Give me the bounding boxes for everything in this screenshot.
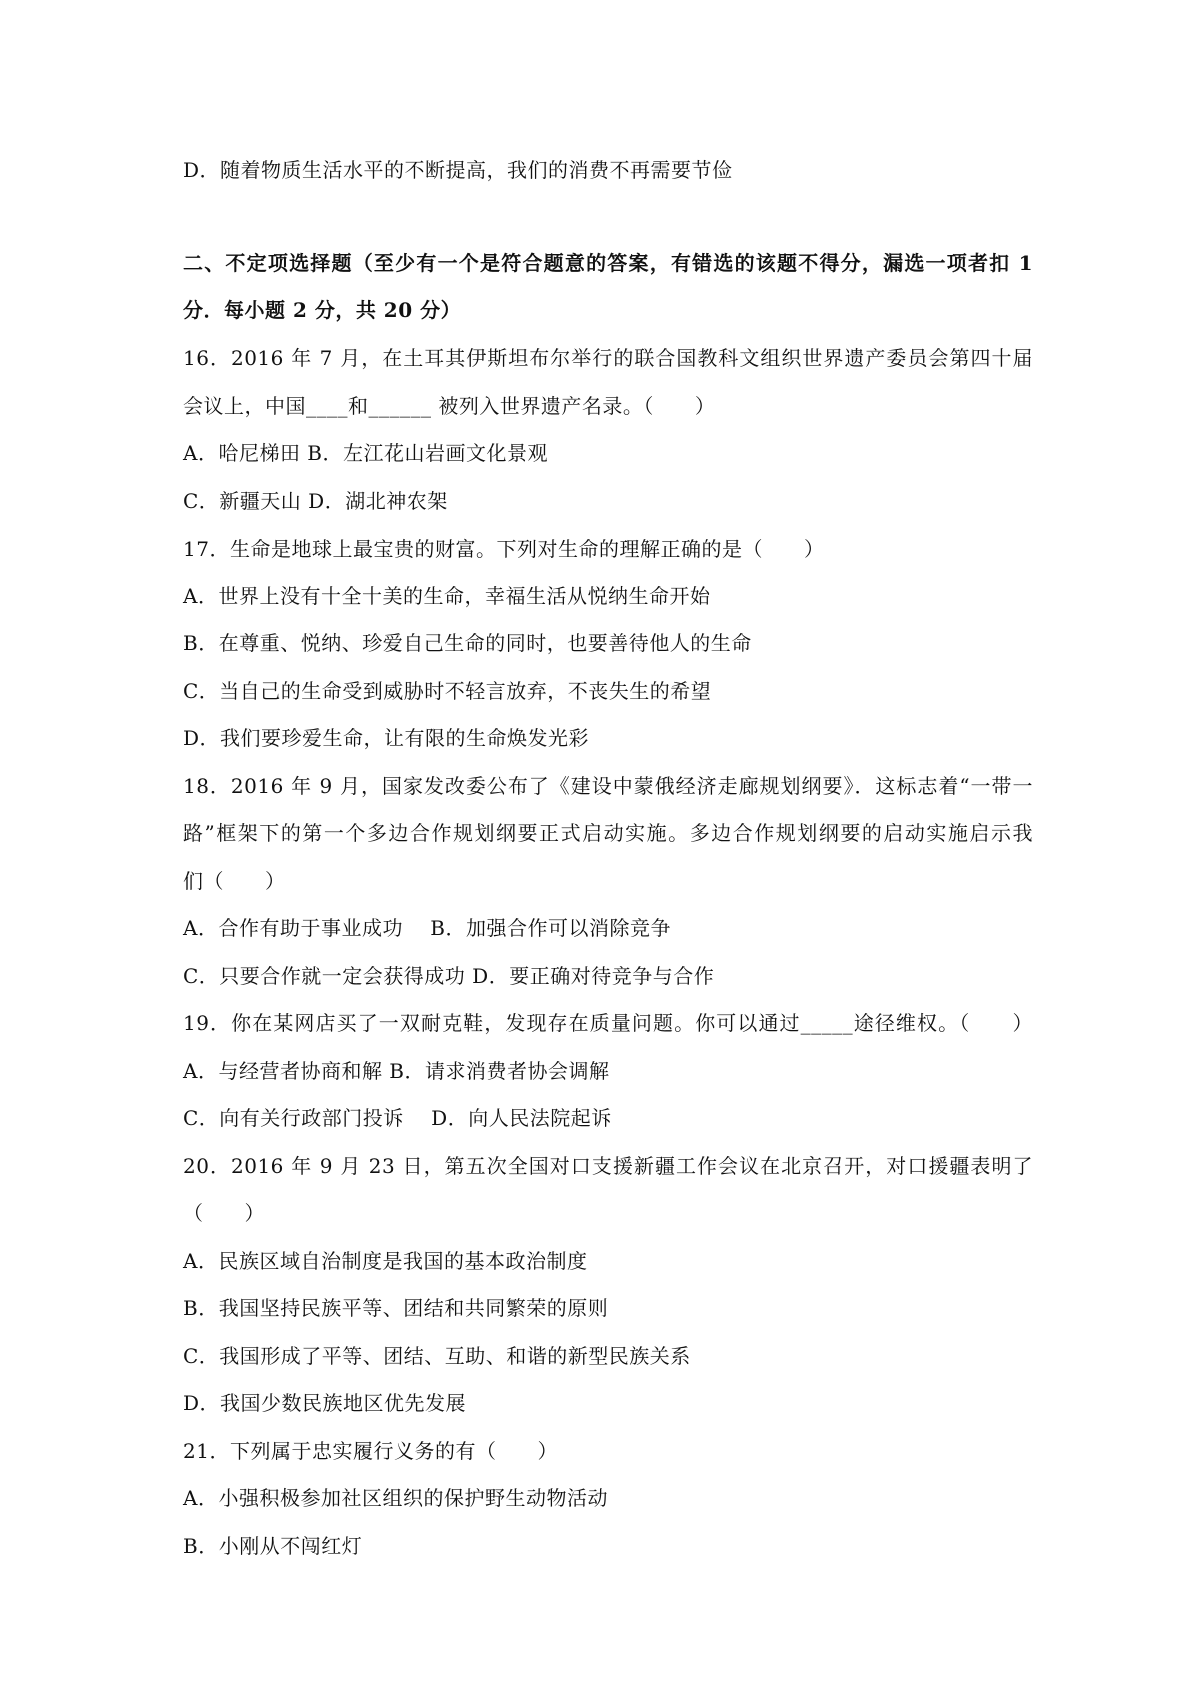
- question-16-line-1: 16．2016 年 7 月，在土耳其伊斯坦布尔举行的联合国教科文组织世界遗产委员会第四十届: [183, 346, 1033, 370]
- option-17-d: D．我们要珍爱生命，让有限的生命焕发光彩: [183, 726, 590, 750]
- section-heading-line-2: 分．每小题 2 分，共 20 分）: [183, 298, 462, 322]
- question-17: 17．生命是地球上最宝贵的财富。下列对生命的理解正确的是（ ）: [183, 537, 825, 561]
- option-17-a: A．世界上没有十全十美的生命，幸福生活从悦纳生命开始: [183, 584, 711, 608]
- question-18-line-2: 路”框架下的第一个多边合作规划纲要正式启动实施。多边合作规划纲要的启动实施启示我: [183, 821, 1033, 845]
- option-16-ab: A．哈尼梯田 B．左江花山岩画文化景观: [183, 441, 548, 465]
- option-15-d: D．随着物质生活水平的不断提高，我们的消费不再需要节俭: [183, 158, 733, 182]
- option-16-cd: C．新疆天山 D．湖北神农架: [183, 489, 448, 513]
- option-18-cd: C．只要合作就一定会获得成功 D．要正确对待竞争与合作: [183, 964, 715, 988]
- option-19-ab: A．与经营者协商和解 B．请求消费者协会调解: [183, 1059, 610, 1083]
- question-20-line-1: 20．2016 年 9 月 23 日，第五次全国对口支援新疆工作会议在北京召开，对口援疆表明了: [183, 1154, 1033, 1178]
- option-19-cd: C．向有关行政部门投诉 D．向人民法院起诉: [183, 1106, 612, 1130]
- question-18-line-3: 们（ ）: [183, 869, 286, 893]
- option-17-b: B．在尊重、悦纳、珍爱自己生命的同时，也要善待他人的生命: [183, 631, 752, 655]
- question-16-line-2: 会议上，中国____和______ 被列入世界遗产名录。（ ）: [183, 394, 716, 418]
- question-20-line-2: （ ）: [183, 1201, 265, 1225]
- option-17-c: C．当自己的生命受到威胁时不轻言放弃，不丧失生的希望: [183, 679, 712, 703]
- option-21-a: A．小强积极参加社区组织的保护野生动物活动: [183, 1486, 608, 1510]
- section-heading-line-1: 二、不定项选择题（至少有一个是符合题意的答案，有错选的该题不得分，漏选一项者扣 1: [183, 251, 1033, 275]
- question-21: 21．下列属于忠实履行义务的有（ ）: [183, 1439, 558, 1463]
- option-18-ab: A．合作有助于事业成功 B．加强合作可以消除竞争: [183, 916, 671, 940]
- option-20-c: C．我国形成了平等、团结、互助、和谐的新型民族关系: [183, 1344, 691, 1368]
- option-20-b: B．我国坚持民族平等、团结和共同繁荣的原则: [183, 1296, 609, 1320]
- question-18-line-1: 18．2016 年 9 月，国家发改委公布了《建设中蒙俄经济走廊规划纲要》．这标志着“一带一: [183, 774, 1033, 798]
- option-20-a: A．民族区域自治制度是我国的基本政治制度: [183, 1249, 588, 1273]
- option-20-d: D．我国少数民族地区优先发展: [183, 1391, 467, 1415]
- question-19: 19．你在某网店买了一双耐克鞋，发现存在质量问题。你可以通过_____途径维权。（ ）: [183, 1011, 1033, 1035]
- option-21-b: B．小刚从不闯红灯: [183, 1534, 363, 1558]
